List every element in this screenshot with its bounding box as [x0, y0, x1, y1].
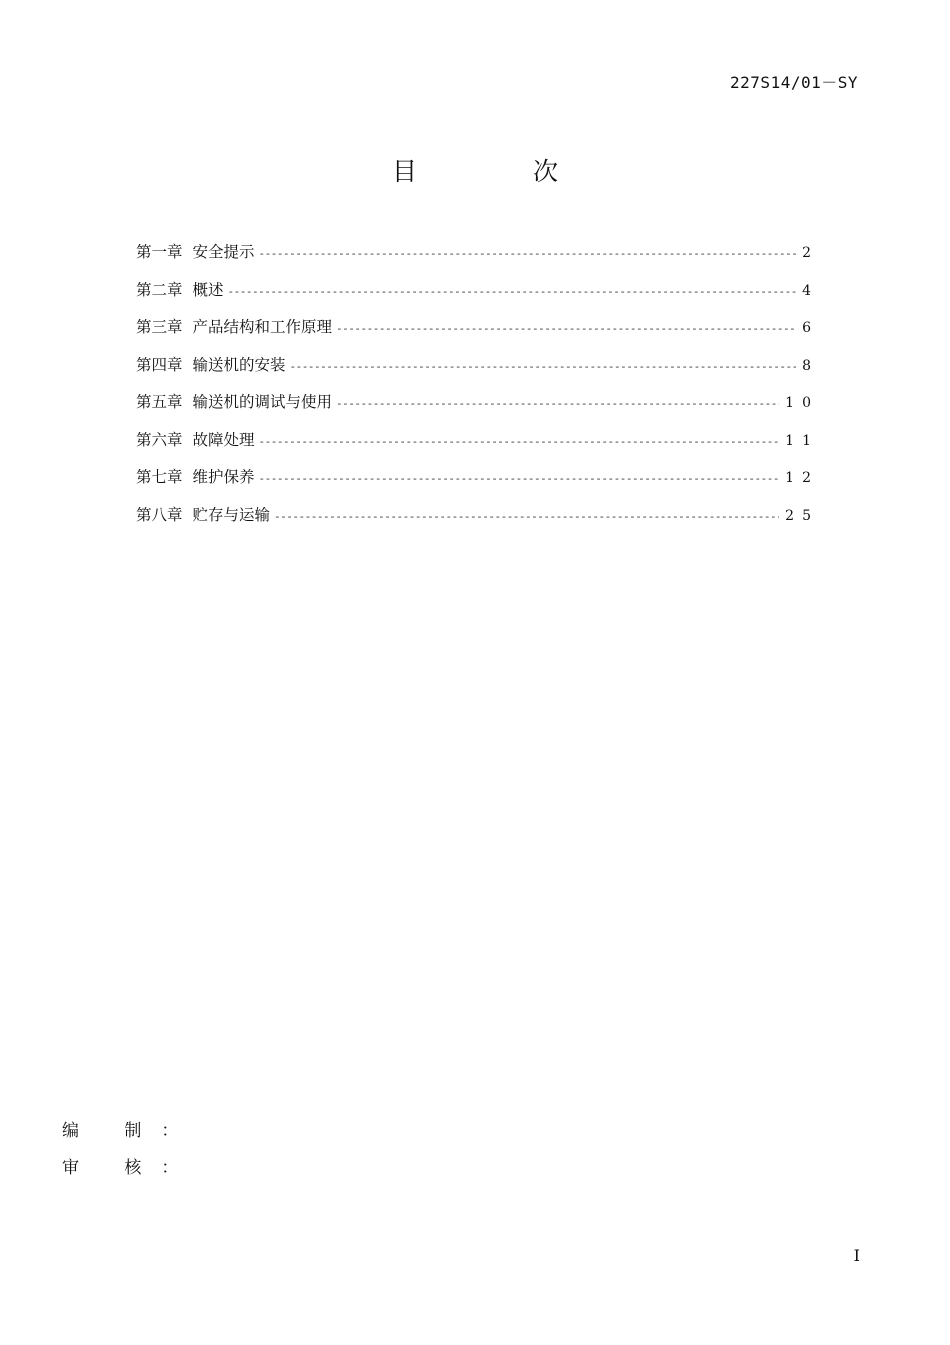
toc-entry[interactable] [136, 315, 819, 353]
toc-page-number: 8 [802, 357, 819, 374]
document-code: 227S14/01－SY [730, 73, 858, 92]
toc-page-number: 4 [802, 282, 819, 299]
toc-page-number: 2 [802, 245, 819, 261]
toc-chapter: 第一章 [136, 243, 183, 261]
toc-page-number: 6 [802, 320, 819, 336]
toc-entry[interactable] [136, 465, 819, 503]
toc-entry[interactable] [136, 240, 819, 278]
toc-title: 输送机的调试与使用 [192, 393, 333, 411]
page-title [0, 152, 950, 188]
compiled-by-line [62, 1116, 178, 1141]
compiled-by-label: 编 制 [62, 1121, 162, 1141]
toc-chapter: 第六章 [136, 430, 183, 449]
reviewed-by-line [62, 1153, 178, 1178]
toc-chapter: 第八章 [136, 505, 183, 524]
toc-leader [274, 510, 779, 523]
toc-entry[interactable] [136, 503, 819, 541]
toc-entry[interactable] [136, 353, 819, 391]
toc-leader [336, 397, 779, 410]
page-title-left: 目 [391, 157, 417, 186]
toc-title: 产品结构和工作原理 [192, 318, 333, 336]
toc-leader [259, 472, 780, 485]
toc-chapter: 第四章 [136, 355, 183, 374]
toc-page-number: 12 [785, 470, 819, 486]
toc-chapter: 第二章 [136, 280, 183, 299]
toc-leader [290, 360, 797, 373]
toc-title: 安全提示 [192, 243, 255, 261]
page-number: I [853, 1246, 860, 1265]
toc-title: 概述 [192, 280, 224, 299]
toc-page-number: 25 [785, 507, 819, 524]
toc-page-number: 11 [785, 432, 819, 449]
toc-chapter: 第七章 [136, 468, 183, 486]
reviewed-by-label: 审 核 [62, 1158, 162, 1178]
toc-leader [228, 285, 797, 298]
toc-title: 维护保养 [192, 468, 255, 486]
toc-entry[interactable] [136, 390, 819, 428]
toc-leader [259, 435, 780, 448]
toc-chapter: 第五章 [136, 393, 183, 411]
toc-page-number: 10 [785, 395, 819, 411]
toc-leader [259, 247, 797, 260]
page-title-right: 次 [533, 157, 559, 186]
toc-leader [336, 322, 796, 335]
colon: ： [161, 1158, 179, 1178]
toc-entry[interactable] [136, 428, 819, 466]
table-of-contents [136, 240, 819, 540]
toc-title: 贮存与运输 [192, 505, 271, 524]
toc-chapter: 第三章 [136, 318, 183, 336]
toc-title: 故障处理 [192, 430, 255, 449]
colon: ： [161, 1121, 179, 1141]
toc-entry[interactable] [136, 278, 819, 316]
toc-title: 输送机的安装 [192, 355, 286, 374]
